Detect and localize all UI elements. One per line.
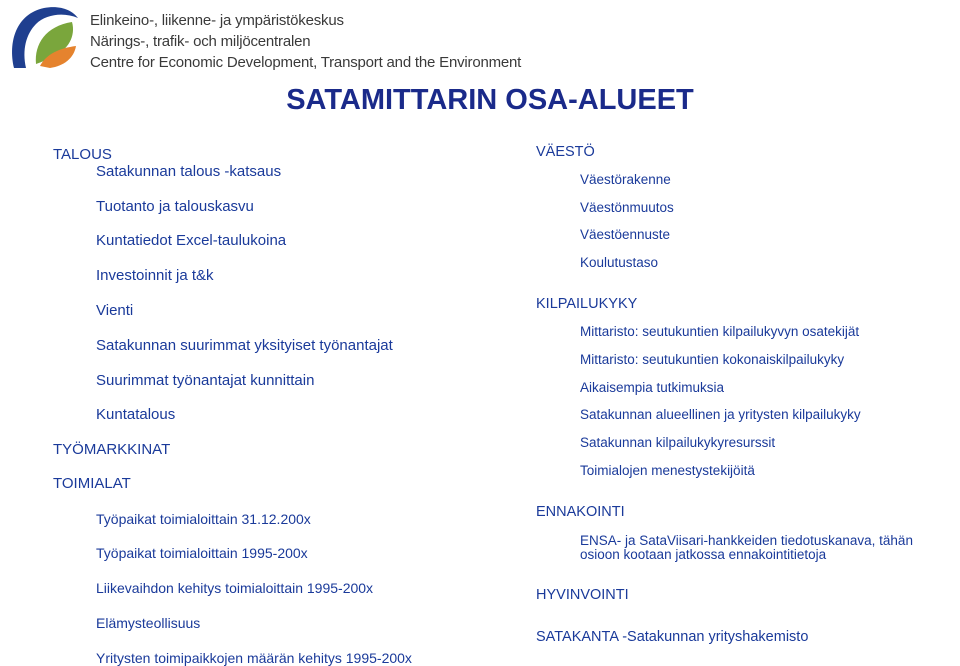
link-koulutustaso[interactable]: Koulutustaso	[580, 255, 659, 270]
link-vienti[interactable]: Vienti	[96, 302, 134, 319]
section-ennakointi[interactable]: ENNAKOINTI	[536, 504, 625, 520]
link-ensa-sataviisari-line1[interactable]: ENSA- ja SataViisari-hankkeiden tiedotuskanava, tähän	[580, 533, 913, 548]
link-tyopaikat-1995[interactable]: Työpaikat toimialoittain 1995-200x	[96, 545, 308, 561]
section-hyvinvointi[interactable]: HYVINVOINTI	[536, 587, 629, 603]
link-vaestoennuste[interactable]: Väestöennuste	[580, 227, 671, 242]
section-talous[interactable]: TALOUS	[53, 146, 112, 163]
link-suurimmat-yksityiset-tyonantajat[interactable]: Satakunnan suurimmat yksityiset työnantajat	[96, 337, 393, 354]
link-kilpailukykyresurssit[interactable]: Satakunnan kilpailukykyresurssit	[580, 435, 776, 450]
link-toimialojen-menestystekijoita[interactable]: Toimialojen menestystekijöitä	[580, 463, 755, 478]
section-kilpailukyky[interactable]: KILPAILUKYKY	[536, 296, 638, 312]
link-aikaisempia-tutkimuksia[interactable]: Aikaisempia tutkimuksia	[580, 380, 725, 395]
link-investoinnit[interactable]: Investoinnit ja t&k	[96, 267, 214, 284]
link-elamysteollisuus[interactable]: Elämysteollisuus	[96, 615, 201, 631]
section-vaesto[interactable]: VÄESTÖ	[536, 144, 595, 160]
link-kilpailukyvyn-osatekijat[interactable]: Mittaristo: seutukuntien kilpailukyvyn osatekijät	[580, 324, 860, 339]
link-kuntatiedot-excel[interactable]: Kuntatiedot Excel-taulukoina	[96, 232, 287, 249]
link-kuntatalous[interactable]: Kuntatalous	[96, 406, 176, 423]
org-name-swedish: Närings-, trafik- och miljöcentralen	[90, 33, 311, 50]
ely-centre-logo	[6, 2, 80, 74]
link-vaestorakenne[interactable]: Väestörakenne	[580, 172, 671, 187]
link-liikevaihdon-kehitys[interactable]: Liikevaihdon kehitys toimialoittain 1995-200x	[96, 580, 374, 596]
org-name-finnish: Elinkeino-, liikenne- ja ympäristökeskus	[90, 12, 344, 29]
link-tyopaikat-31-12[interactable]: Työpaikat toimialoittain 31.12.200x	[96, 511, 311, 527]
section-toimialat[interactable]: TOIMIALAT	[53, 475, 131, 492]
section-tyomarkkinat[interactable]: TYÖMARKKINAT	[53, 441, 171, 458]
section-satakanta[interactable]: SATAKANTA -Satakunnan yrityshakemisto	[536, 629, 809, 645]
link-ensa-sataviisari-line2[interactable]: osioon kootaan jatkossa ennakointitietoja	[580, 547, 827, 562]
link-tuotanto-ja-talouskasvu[interactable]: Tuotanto ja talouskasvu	[96, 198, 254, 215]
org-name-english: Centre for Economic Development, Transport and the Environment	[90, 54, 522, 71]
link-toimipaikkojen-kehitys[interactable]: Yritysten toimipaikkojen määrän kehitys 1995-200x	[96, 650, 412, 666]
link-alueellinen-kilpailukyky[interactable]: Satakunnan alueellinen ja yritysten kilpailukyky	[580, 407, 861, 422]
link-kokonaiskilpailukyky[interactable]: Mittaristo: seutukuntien kokonaiskilpailukyky	[580, 352, 845, 367]
link-suurimmat-tyonantajat-kunnittain[interactable]: Suurimmat työnantajat kunnittain	[96, 372, 315, 389]
link-vaestonmuutos[interactable]: Väestönmuutos	[580, 200, 674, 215]
link-satakunnan-talous-katsaus[interactable]: Satakunnan talous -katsaus	[96, 163, 282, 180]
page-title: SATAMITTARIN OSA-ALUEET	[286, 84, 694, 116]
